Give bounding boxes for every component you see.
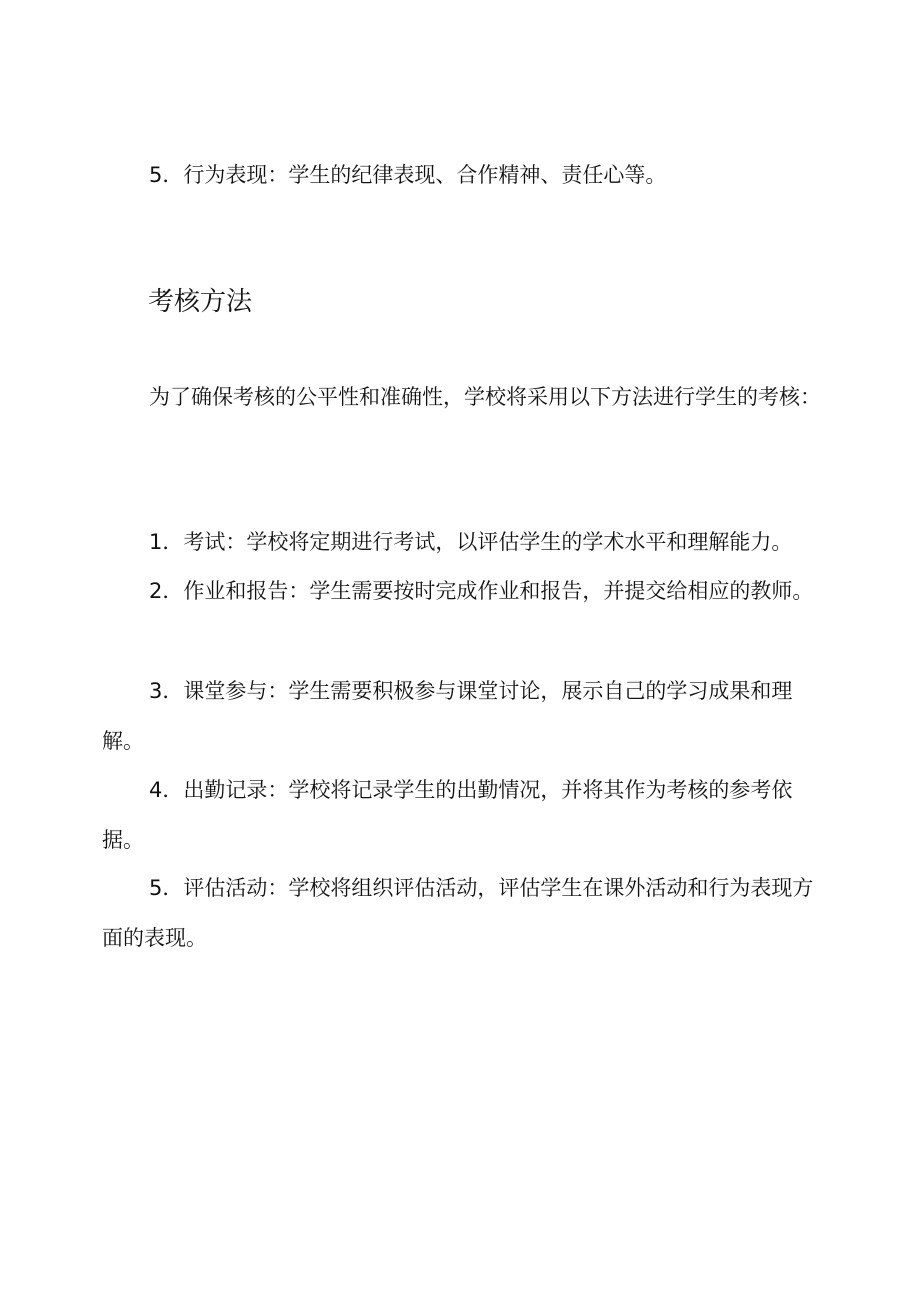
behavior-item: 5．行为表现：学生的纪律表现、合作精神、责任心等。 [149, 163, 667, 187]
method-item-homework: 2．作业和报告：学生需要按时完成作业和报告，并提交给相应的教师。 [149, 579, 814, 603]
method-item-participation: 3．课堂参与：学生需要积极参与课堂讨论，展示自己的学习成果和理解。 [102, 679, 793, 753]
method-item-attendance: 4．出勤记录：学校将记录学生的出勤情况，并将其作为考核的参考依据。 [102, 778, 793, 852]
method-item-exam: 1．考试：学校将定期进行考试，以评估学生的学术水平和理解能力。 [149, 530, 793, 554]
section-heading: 考核方法 [148, 287, 253, 317]
method-item-evaluation: 5．评估活动：学校将组织评估活动，评估学生在课外活动和行为表现方面的表现。 [102, 876, 814, 950]
intro-paragraph: 为了确保考核的公平性和准确性，学校将采用以下方法进行学生的考核： [149, 385, 821, 409]
